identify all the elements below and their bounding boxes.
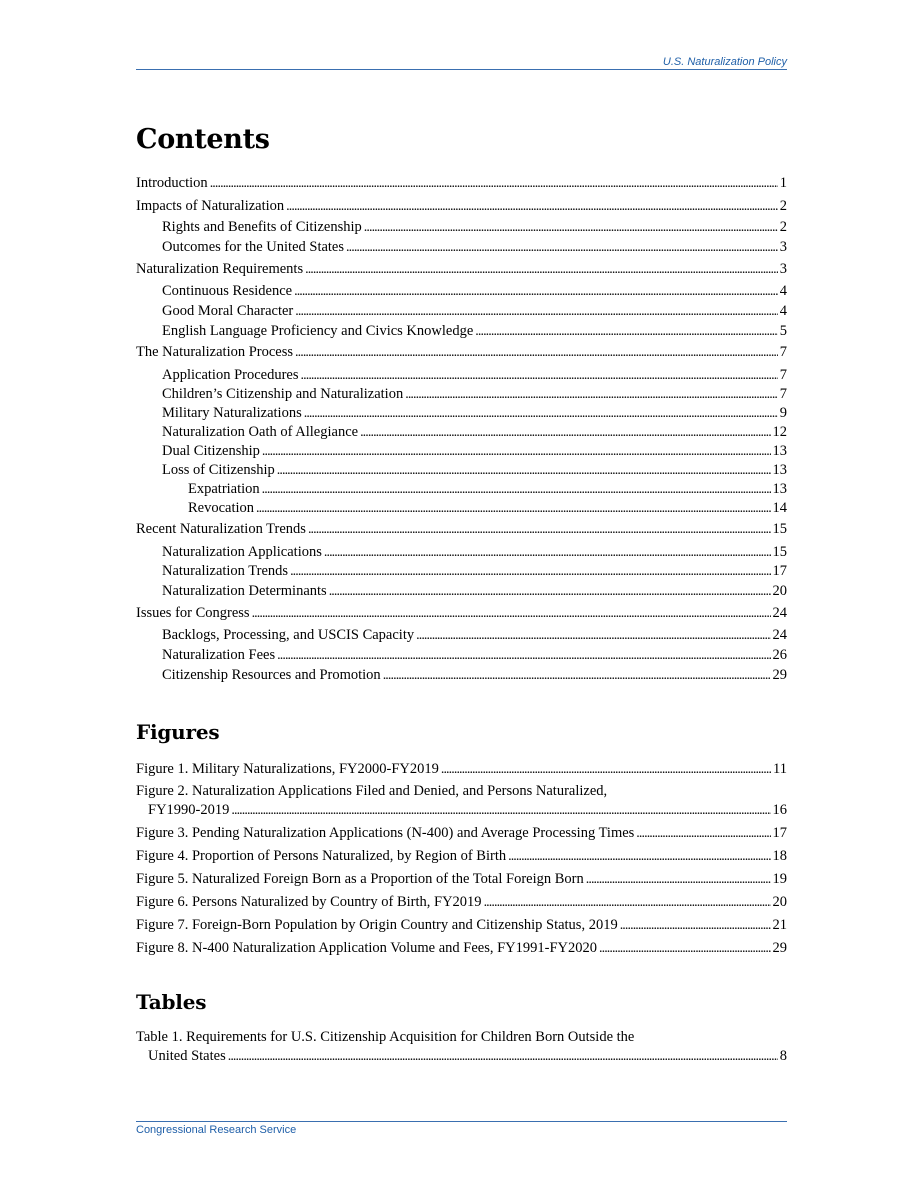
toc-entry[interactable]: Issues for Congress . . . 24 xyxy=(136,604,787,623)
toc-entry[interactable]: Introduction . . . 1 xyxy=(136,174,787,193)
figure-entry[interactable]: Figure 5. Naturalized Foreign Born as a Proportion of the Total Foreign Born . . . 19 xyxy=(136,870,787,889)
figure-entry[interactable]: Figure 8. N-400 Naturalization Application Volume and Fees, FY1991-FY2020 . . . 29 xyxy=(136,939,787,958)
figures-heading: Figures xyxy=(136,720,220,744)
toc-entry[interactable]: Outcomes for the United States . . . 3 xyxy=(136,238,787,257)
toc-entry[interactable]: The Naturalization Process . . . 7 xyxy=(136,343,787,362)
toc-entry[interactable]: Naturalization Determinants . . . 20 xyxy=(136,582,787,601)
toc-entry[interactable]: Citizenship Resources and Promotion . . . 29 xyxy=(136,666,787,685)
header-rule xyxy=(136,69,787,70)
toc-entry[interactable]: Loss of Citizenship . . . 13 xyxy=(136,461,787,480)
toc-entry[interactable]: Impacts of Naturalization . . . 2 xyxy=(136,197,787,216)
toc-entry[interactable]: Children’s Citizenship and Naturalization . . . 7 xyxy=(136,385,787,404)
footer-org: Congressional Research Service xyxy=(136,1124,297,1136)
figure-entry[interactable]: Figure 4. Proportion of Persons Naturalized, by Region of Birth . . . 18 xyxy=(136,847,787,866)
toc-entry[interactable]: Revocation . . . 14 xyxy=(136,499,787,518)
toc-entry[interactable]: Recent Naturalization Trends . . . 15 xyxy=(136,520,787,539)
figure-entry[interactable]: Figure 3. Pending Naturalization Applications (N-400) and Average Processing Times . . . 17 xyxy=(136,824,787,843)
toc-entry[interactable]: English Language Proficiency and Civics Knowledge . . . 5 xyxy=(136,322,787,341)
figure-entry[interactable]: Figure 7. Foreign-Born Population by Origin Country and Citizenship Status, 2019 . . . 21 xyxy=(136,916,787,935)
toc-entry[interactable]: Naturalization Oath of Allegiance . . . 12 xyxy=(136,423,787,442)
figure-entry-line[interactable]: Figure 2. Naturalization Applications Filed and Denied, and Persons Naturalized, xyxy=(136,783,608,799)
toc-entry[interactable]: Military Naturalizations . . . 9 xyxy=(136,404,787,423)
table-entry[interactable]: United States . . . 8 xyxy=(136,1047,787,1066)
toc-entry[interactable]: Application Procedures . . . 7 xyxy=(136,366,787,385)
figure-entry[interactable]: Figure 1. Military Naturalizations, FY2000-FY2019 . . . 11 xyxy=(136,760,787,779)
figure-entry[interactable]: FY1990-2019 . . . 16 xyxy=(136,801,787,820)
toc-entry[interactable]: Naturalization Requirements . . . 3 xyxy=(136,260,787,279)
toc-entry[interactable]: Continuous Residence . . . 4 xyxy=(136,282,787,301)
toc-entry[interactable]: Good Moral Character . . . 4 xyxy=(136,302,787,321)
tables-heading: Tables xyxy=(136,990,207,1014)
table-entry-line[interactable]: Table 1. Requirements for U.S. Citizenship Acquisition for Children Born Outside the xyxy=(136,1029,635,1045)
figure-entry[interactable]: Figure 6. Persons Naturalized by Country of Birth, FY2019 . . . 20 xyxy=(136,893,787,912)
running-header: U.S. Naturalization Policy xyxy=(662,56,787,68)
toc-entry[interactable]: Naturalization Fees . . . 26 xyxy=(136,646,787,665)
toc-entry[interactable]: Backlogs, Processing, and USCIS Capacity . . . 24 xyxy=(136,626,787,645)
toc-entry[interactable]: Naturalization Trends . . . 17 xyxy=(136,562,787,581)
toc-entry[interactable]: Dual Citizenship . . . 13 xyxy=(136,442,787,461)
toc-entry[interactable]: Expatriation . . . 13 xyxy=(136,480,787,499)
footer-rule xyxy=(136,1121,787,1122)
toc-entry[interactable]: Naturalization Applications . . . 15 xyxy=(136,543,787,562)
toc-entry[interactable]: Rights and Benefits of Citizenship . . . 2 xyxy=(136,218,787,237)
contents-heading: Contents xyxy=(136,124,270,155)
